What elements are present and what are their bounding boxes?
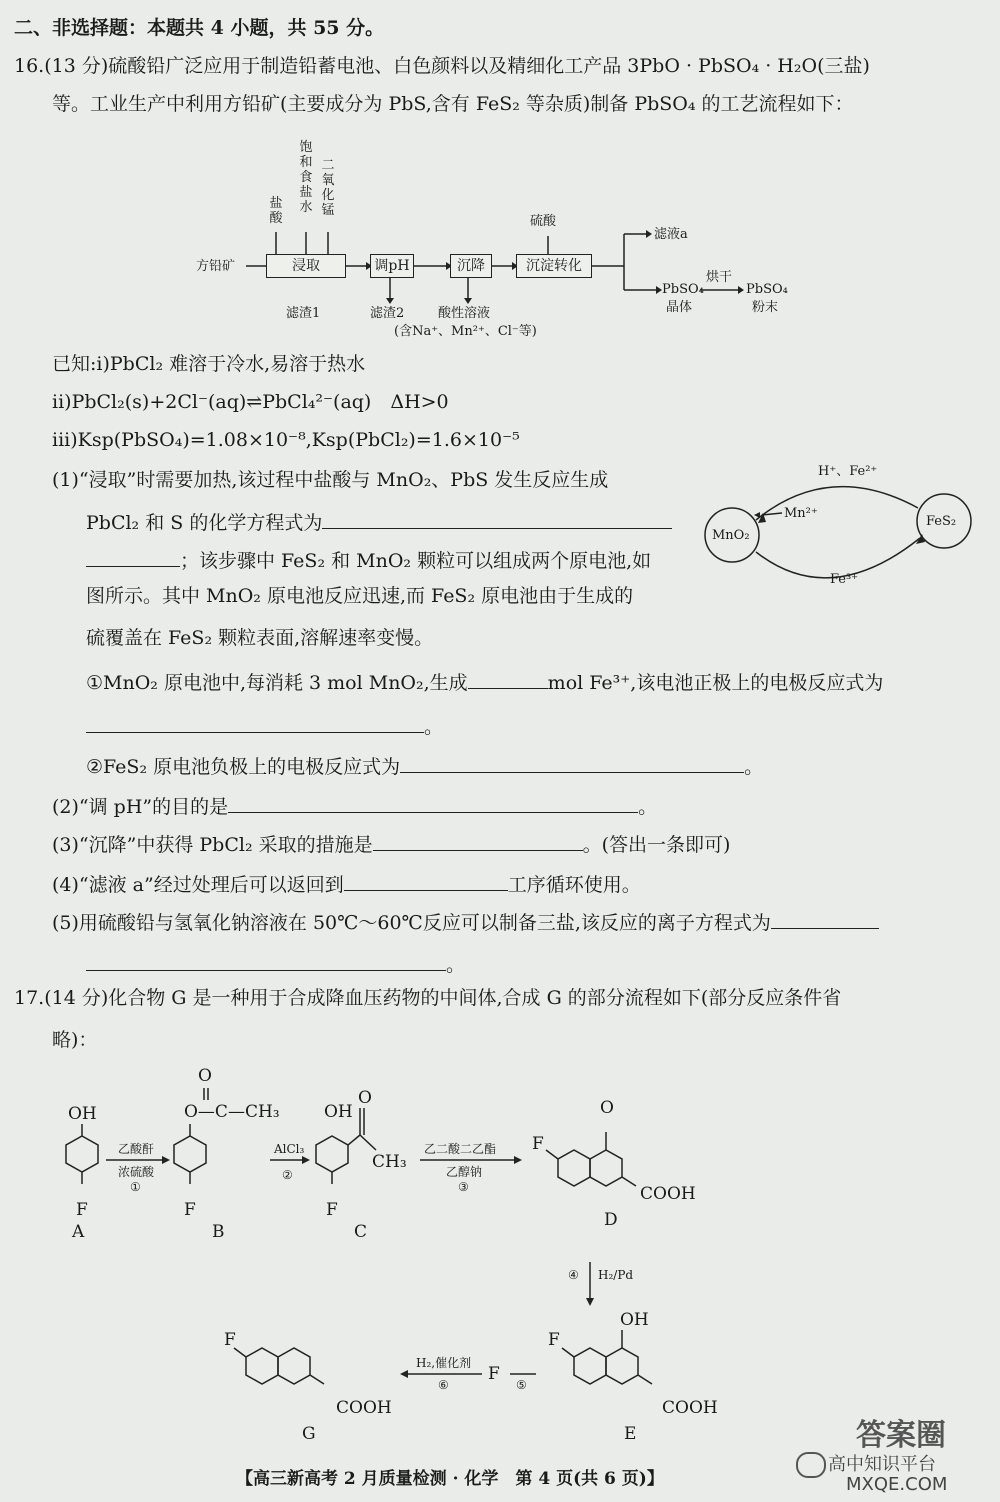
label-e: E bbox=[624, 1424, 637, 1444]
arrow1-num: ① bbox=[130, 1180, 141, 1194]
cell-top-label: H⁺、Fe²⁺ bbox=[818, 464, 878, 479]
label-g: G bbox=[302, 1424, 316, 1444]
p3-note: 。(答出一条即可) bbox=[582, 834, 731, 856]
flow-step-settle: 沉降 bbox=[450, 254, 492, 278]
arrow4-num: ④ bbox=[568, 1268, 579, 1282]
flow-acid-solution-note: (含Na⁺、Mn²⁺、Cl⁻等) bbox=[394, 324, 537, 339]
p4-text2: 工序循环使用。 bbox=[507, 874, 641, 896]
q16-p1-line5: 硫覆盖在 FeS₂ 颗粒表面,溶解速率变慢。 bbox=[86, 627, 434, 649]
mol-d-f: F bbox=[532, 1134, 544, 1154]
flow-step-leach: 浸取 bbox=[266, 254, 346, 278]
p1a-text2: mol Fe³⁺,该电池正极上的电极反应式为 bbox=[547, 672, 884, 694]
arrow2-top: AlCl₃ bbox=[274, 1142, 305, 1156]
label-b: B bbox=[212, 1222, 225, 1242]
q16-p1-line1: (1)“浸取”时需要加热,该过程中盐酸与 MnO₂、PbS 发生反应生成 bbox=[52, 469, 609, 491]
q17-intro-line2: 略)： bbox=[52, 1029, 98, 1051]
mol-d-o: O bbox=[600, 1098, 614, 1118]
period: 。 bbox=[424, 716, 444, 738]
mol-e-f: F bbox=[548, 1330, 560, 1350]
arrow4-cond: H₂/Pd bbox=[598, 1268, 634, 1282]
flow-ore: 方铅矿 bbox=[196, 259, 236, 274]
p1-text-3: ；该步骤中 FeS₂ 和 MnO₂ 颗粒可以组成两个原电池,如 bbox=[180, 550, 652, 572]
mol-a-f: F bbox=[76, 1200, 88, 1220]
mol-g-f: F bbox=[224, 1330, 236, 1350]
flow-reagent-hcl: 盐酸 bbox=[269, 196, 283, 226]
q16-p1-line4: 图所示。其中 MnO₂ 原电池反应迅速,而 FeS₂ 原电池由于生成的 bbox=[86, 585, 634, 607]
known-1: 已知:i)PbCl₂ 难溶于冷水,易溶于热水 bbox=[52, 353, 366, 375]
watermark-platform: 高中知识平台 bbox=[828, 1454, 936, 1475]
mol-b-oc: O—C—CH₃ bbox=[184, 1102, 280, 1122]
flow-reagent-nacl: 饱和食盐水 bbox=[299, 140, 313, 215]
arrow6-top: H₂,催化剂 bbox=[416, 1356, 472, 1370]
mol-d-cooh: COOH bbox=[640, 1184, 696, 1204]
arrow1-bottom: 浓硫酸 bbox=[118, 1165, 155, 1179]
mol-b-f: F bbox=[184, 1200, 196, 1220]
cell-fe3-label: Fe³⁺ bbox=[830, 572, 859, 587]
mol-g-cooh: COOH bbox=[336, 1398, 392, 1418]
arrow2-num: ② bbox=[282, 1168, 293, 1182]
flow-filtrate-a: 滤液a bbox=[654, 227, 688, 242]
flow-crystal-2: 晶体 bbox=[666, 300, 693, 315]
flow-acid-solution: 酸性溶液 bbox=[438, 306, 491, 321]
mol-c-o: O bbox=[358, 1088, 372, 1108]
cell-mn-label: Mn²⁺ bbox=[784, 506, 818, 521]
flow-crystal: PbSO₄ bbox=[662, 282, 704, 297]
p4-text1: (4)“滤液 a”经过处理后可以返回到 bbox=[52, 874, 344, 896]
flow-residue2: 滤渣2 bbox=[370, 306, 405, 321]
q16-intro-line1: 16.(13 分)硫酸铅广泛应用于制造铅蓄电池、白色颜料以及精细化工产品 3PbO · PbSO₄ · H₂O(三盐) bbox=[14, 55, 870, 77]
period: 。 bbox=[638, 796, 658, 818]
flow-reagent-h2so4: 硫酸 bbox=[530, 214, 557, 229]
mol-a-oh: OH bbox=[68, 1104, 97, 1124]
mol-c-oh: OH bbox=[324, 1102, 353, 1122]
wechat-icon bbox=[796, 1452, 826, 1478]
mol-e-cooh: COOH bbox=[662, 1398, 718, 1418]
arrow1-top: 乙酸酐 bbox=[118, 1142, 155, 1156]
arrow3-top: 乙二酸二乙酯 bbox=[424, 1142, 497, 1156]
arrow3-num: ③ bbox=[458, 1180, 469, 1194]
p1-text: PbCl₂ 和 S 的化学方程式为 bbox=[86, 512, 323, 534]
flow-dry: 烘干 bbox=[706, 270, 733, 285]
known-3: iii)Ksp(PbSO₄)=1.08×10⁻⁸,Ksp(PbCl₂)=1.6×10⁻⁵ bbox=[52, 429, 520, 451]
arrow5-num: ⑤ bbox=[516, 1378, 527, 1392]
flow-powder-2: 粉末 bbox=[752, 300, 779, 315]
label-d: D bbox=[604, 1210, 618, 1230]
mol-e-oh: OH bbox=[620, 1310, 649, 1330]
known-2: ii)PbCl₂(s)+2Cl⁻(aq)⇌PbCl₄²⁻(aq) ΔH>0 bbox=[52, 391, 449, 413]
p3-text: (3)“沉降”中获得 PbCl₂ 采取的措施是 bbox=[52, 834, 373, 856]
flow-reagent-mno2: 二氧化锰 bbox=[321, 158, 335, 218]
q17-intro-line1: 17.(14 分)化合物 G 是一种用于合成降血压药物的中间体,合成 G 的部分流程如下(部分反应条件省 bbox=[14, 987, 842, 1009]
p1a-text1: ①MnO₂ 原电池中,每消耗 3 mol MnO₂,生成 bbox=[86, 672, 468, 694]
page-footer: 【高三新高考 2 月质量检测 · 化学 第 4 页(共 6 页)】 bbox=[236, 1469, 664, 1489]
p1b-text: ②FeS₂ 原电池负极上的电极反应式为 bbox=[86, 756, 401, 778]
watermark-logo: 答案圈 bbox=[856, 1418, 946, 1453]
q16-intro-line2: 等。工业生产中利用方铅矿(主要成分为 PbS,含有 FeS₂ 等杂质)制备 PbSO₄ 的工艺流程如下： bbox=[52, 93, 854, 115]
period: 。 bbox=[744, 756, 764, 778]
period: 。 bbox=[446, 954, 466, 976]
mol-c-f: F bbox=[326, 1200, 338, 1220]
arrow3-bottom: 乙醇钠 bbox=[446, 1165, 483, 1179]
mol-b-o: O bbox=[198, 1066, 212, 1086]
label-a: A bbox=[72, 1222, 85, 1242]
cell-mno2-label: MnO₂ bbox=[712, 528, 750, 543]
mol-c-ch3: CH₃ bbox=[372, 1152, 407, 1172]
label-c: C bbox=[354, 1222, 368, 1242]
flow-powder: PbSO₄ bbox=[746, 282, 788, 297]
p2-text: (2)“调 pH”的目的是 bbox=[52, 796, 229, 818]
p5-text: (5)用硫酸铅与氢氧化钠溶液在 50℃～60℃反应可以制备三盐,该反应的离子方程式为 bbox=[52, 912, 771, 934]
cell-fes2-label: FeS₂ bbox=[926, 514, 957, 529]
watermark-site: MXQE.COM bbox=[846, 1474, 948, 1495]
arrow6-num: ⑥ bbox=[438, 1378, 449, 1392]
flow-step-ph: 调pH bbox=[370, 254, 414, 278]
flow-step-convert: 沉淀转化 bbox=[516, 254, 592, 278]
section-header: 二、非选择题：本题共 4 小题，共 55 分。 bbox=[14, 17, 385, 39]
intermediate-f: F bbox=[488, 1364, 500, 1384]
flow-residue1: 滤渣1 bbox=[286, 306, 321, 321]
